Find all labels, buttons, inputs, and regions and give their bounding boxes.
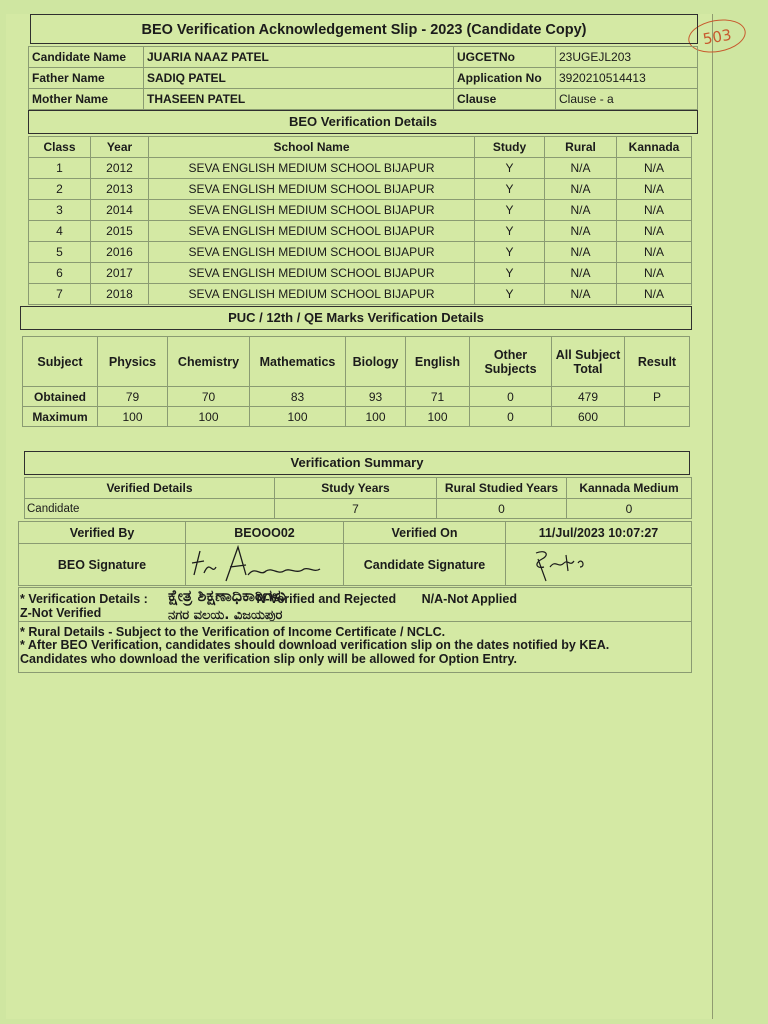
marks-maximum-cell: 100 xyxy=(406,407,470,427)
class-cell: SEVA ENGLISH MEDIUM SCHOOL BIJAPUR xyxy=(149,221,475,242)
marks-h-result: Result xyxy=(625,337,690,387)
class-table xyxy=(28,136,692,305)
beo-signature-label: BEO Signature xyxy=(19,544,186,586)
summary-rural: 0 xyxy=(437,499,567,519)
notes-divider xyxy=(18,621,692,622)
class-row xyxy=(29,242,692,263)
candidate-signature-cell xyxy=(506,544,692,586)
marks-obtained-cell: 83 xyxy=(250,387,346,407)
class-row xyxy=(29,221,692,242)
class-cell: N/A xyxy=(617,200,692,221)
marks-h-english: English xyxy=(406,337,470,387)
beo-signature-cell xyxy=(186,544,344,586)
class-cell: N/A xyxy=(617,284,692,305)
marks-obtained-cell: 70 xyxy=(168,387,250,407)
class-cell: N/A xyxy=(545,284,617,305)
marks-maximum-cell: 0 xyxy=(470,407,552,427)
verified-on-value: 11/Jul/2023 10:07:27 xyxy=(506,522,692,544)
class-row xyxy=(29,158,692,179)
class-cell: Y xyxy=(475,242,545,263)
class-cell: 2015 xyxy=(91,221,149,242)
class-cell: 2016 xyxy=(91,242,149,263)
candidate-name: JUARIA NAAZ PATEL xyxy=(144,47,454,68)
class-cell: 4 xyxy=(29,221,91,242)
father-name-label: Father Name xyxy=(29,68,144,89)
class-cell: 2017 xyxy=(91,263,149,284)
class-row xyxy=(29,200,692,221)
marks-h-other xyxy=(470,337,552,387)
marks-obtained-cell: 0 xyxy=(470,387,552,407)
stamp-mark: 503 xyxy=(686,15,749,57)
mother-name: THASEEN PATEL xyxy=(144,89,454,110)
candidate-table xyxy=(28,46,698,110)
marks-obtained-cell: 479 xyxy=(552,387,625,407)
class-cell: N/A xyxy=(617,221,692,242)
verified-on-label: Verified On xyxy=(344,522,506,544)
marks-obtained-cell: Obtained xyxy=(23,387,98,407)
class-cell: N/A xyxy=(545,221,617,242)
marks-h-mathematics: Mathematics xyxy=(250,337,346,387)
marks-maximum-cell xyxy=(625,407,690,427)
class-cell: SEVA ENGLISH MEDIUM SCHOOL BIJAPUR xyxy=(149,242,475,263)
class-header-cell: School Name xyxy=(149,137,475,158)
marks-maximum-cell: Maximum xyxy=(23,407,98,427)
class-cell: SEVA ENGLISH MEDIUM SCHOOL BIJAPUR xyxy=(149,158,475,179)
class-cell: 6 xyxy=(29,263,91,284)
class-row xyxy=(29,263,692,284)
class-cell: N/A xyxy=(545,200,617,221)
marks-h-total-2: Total xyxy=(573,361,603,376)
not-verified-note: Z-Not Verified xyxy=(20,606,102,620)
after-note-1: * After BEO Verification, candidates should download verification slip on the dates notified by KEA. xyxy=(20,638,610,652)
class-header-cell: Study xyxy=(475,137,545,158)
marks-obtained-cell: 79 xyxy=(98,387,168,407)
ugcet-value: 23UGEJL203 xyxy=(556,47,698,68)
verification-details-note xyxy=(20,592,690,606)
marks-obtained-cell: 93 xyxy=(346,387,406,407)
marks-h-chemistry: Chemistry xyxy=(168,337,250,387)
marks-maximum-cell: 100 xyxy=(98,407,168,427)
verified-by-label: Verified By xyxy=(19,522,186,544)
beo-section-title: BEO Verification Details xyxy=(28,110,698,134)
clause-value: Clause - a xyxy=(556,89,698,110)
summary-study: 7 xyxy=(275,499,437,519)
mother-name-label: Mother Name xyxy=(29,89,144,110)
marks-h-other-2: Subjects xyxy=(484,361,537,376)
class-cell: SEVA ENGLISH MEDIUM SCHOOL BIJAPUR xyxy=(149,200,475,221)
marks-maximum-row xyxy=(23,407,690,427)
class-cell: 2018 xyxy=(91,284,149,305)
father-name: SADIQ PATEL xyxy=(144,68,454,89)
candidate-signature-label: Candidate Signature xyxy=(344,544,506,586)
class-cell: SEVA ENGLISH MEDIUM SCHOOL BIJAPUR xyxy=(149,263,475,284)
class-cell: Y xyxy=(475,263,545,284)
marks-h-other-1: Other xyxy=(493,347,528,362)
marks-obtained-cell: 71 xyxy=(406,387,470,407)
page-title: BEO Verification Acknowledgement Slip - 2023 (Candidate Copy) xyxy=(30,14,698,44)
after-note-2: Candidates who download the verification slip only will be allowed for Option Entry. xyxy=(20,652,518,666)
class-header-cell: Rural xyxy=(545,137,617,158)
ugcet-label: UGCETNo xyxy=(454,47,556,68)
class-cell: 2013 xyxy=(91,179,149,200)
puc-section-title: PUC / 12th / QE Marks Verification Details xyxy=(20,306,692,330)
details-label: * Verification Details : xyxy=(20,592,148,606)
class-cell: N/A xyxy=(617,242,692,263)
clause-label: Clause xyxy=(454,89,556,110)
marks-h-physics: Physics xyxy=(98,337,168,387)
rural-note: * Rural Details - Subject to the Verification of Income Certificate / NCLC. xyxy=(20,625,446,639)
candidate-signature-image xyxy=(506,545,686,585)
class-cell: 7 xyxy=(29,284,91,305)
application-value: 3920210514413 xyxy=(556,68,698,89)
beo-signature-image xyxy=(186,545,343,585)
marks-h-biology: Biology xyxy=(346,337,406,387)
candidate-name-label: Candidate Name xyxy=(29,47,144,68)
class-cell: N/A xyxy=(545,263,617,284)
class-cell: SEVA ENGLISH MEDIUM SCHOOL BIJAPUR xyxy=(149,179,475,200)
marks-obtained-row xyxy=(23,387,690,407)
marks-h-total-1: All Subject xyxy=(555,347,621,362)
verified-by-value: BEOOO02 xyxy=(186,522,344,544)
summary-h-rural: Rural Studied Years xyxy=(437,478,567,499)
class-cell: Y xyxy=(475,284,545,305)
class-cell: 2012 xyxy=(91,158,149,179)
class-cell: 3 xyxy=(29,200,91,221)
summary-h-study: Study Years xyxy=(275,478,437,499)
class-cell: 2014 xyxy=(91,200,149,221)
marks-maximum-cell: 100 xyxy=(168,407,250,427)
class-cell: 2 xyxy=(29,179,91,200)
class-cell: N/A xyxy=(617,158,692,179)
summary-row-label: Candidate xyxy=(25,499,275,519)
class-header-cell: Class xyxy=(29,137,91,158)
verification-table xyxy=(18,521,692,586)
marks-maximum-cell: 100 xyxy=(346,407,406,427)
class-cell: N/A xyxy=(545,179,617,200)
class-row xyxy=(29,284,692,305)
class-cell: N/A xyxy=(617,179,692,200)
marks-obtained-cell: P xyxy=(625,387,690,407)
summary-h-kannada: Kannada Medium xyxy=(567,478,692,499)
summary-section-title: Verification Summary xyxy=(24,451,690,475)
marks-maximum-cell: 600 xyxy=(552,407,625,427)
marks-maximum-cell: 100 xyxy=(250,407,346,427)
class-header-cell: Kannada xyxy=(617,137,692,158)
class-cell: SEVA ENGLISH MEDIUM SCHOOL BIJAPUR xyxy=(149,284,475,305)
class-cell: 5 xyxy=(29,242,91,263)
class-rows xyxy=(29,158,692,305)
class-cell: Y xyxy=(475,179,545,200)
marks-table xyxy=(22,336,690,427)
class-header-cell: Year xyxy=(91,137,149,158)
summary-h-verified: Verified Details xyxy=(25,478,275,499)
class-header-row xyxy=(29,137,692,158)
class-cell: Y xyxy=(475,158,545,179)
class-cell: N/A xyxy=(545,158,617,179)
class-cell: N/A xyxy=(545,242,617,263)
class-row xyxy=(29,179,692,200)
details-not-applied: N/A-Not Applied xyxy=(421,592,517,606)
class-cell: Y xyxy=(475,221,545,242)
kannada-seal-line1: ಕ್ಷೇತ್ರ ಶಿಕ್ಷಣಾಧಿಕಾರಿಗಳು xyxy=(168,586,286,605)
marks-h-total xyxy=(552,337,625,387)
class-cell: N/A xyxy=(617,263,692,284)
marks-h-subject: Subject xyxy=(23,337,98,387)
class-cell: Y xyxy=(475,200,545,221)
kannada-seal-line2: ನಗರ ವಲಯ. ವಿಜಯಪುರ xyxy=(168,608,283,623)
summary-table xyxy=(24,477,692,519)
application-label: Application No xyxy=(454,68,556,89)
details-rejected: N-Verified and Rejected xyxy=(256,592,397,606)
summary-kannada: 0 xyxy=(567,499,692,519)
class-cell: 1 xyxy=(29,158,91,179)
